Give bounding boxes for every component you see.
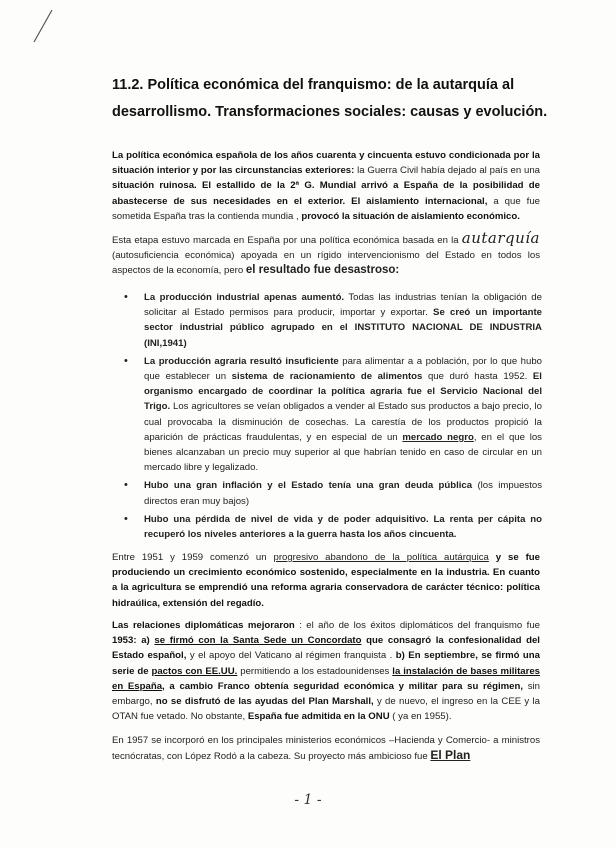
pen-mark-icon: [30, 8, 54, 48]
b2-bold-1: La producción agraria resultó insuficiente: [144, 355, 339, 367]
bullet-icon: •: [124, 291, 128, 303]
b2-text-1: para alimentar a a población, por lo que hubo que establecer un: [144, 355, 542, 383]
page-number: - 1 -: [294, 792, 322, 808]
title-line-2: desarrollismo. Transformaciones sociales: causas y evolución.: [112, 104, 548, 120]
b4-bold-1: Hubo una pérdida de nivel de vida y de poder adquisitivo.: [144, 513, 429, 525]
p5-bold-7: España fue admitida en la ONU: [247, 711, 390, 723]
p5-bold-6: no se disfrutó de las ayudas del Plan Marshall,: [155, 696, 374, 708]
b2-text-3: Los agricultores se veían obligados a vender al Estado sus productos a bajo precio, lo cual provocaba la disminución de cosechas. La carestía de los productos propició la aparición de prácticas fraudulentas, y en especial de un: [144, 401, 542, 443]
p5-text-2: y el apoyo del Vaticano al régimen franquista .: [186, 650, 396, 662]
p6-text-1: En 1957 se incorporó en los principales ministerios económicos –Hacienda y Comercio- a ministros tecnócratas, con López Rodó a la cabeza. Su proyecto más ambicioso fue: [112, 735, 540, 763]
p2-text-2: (autosuficiencia económica) apoyada en un rígido intervencionismo del Estado en todos los aspectos de la economía, pero: [112, 250, 540, 277]
p6-plan: El Plan: [430, 748, 471, 763]
b2-bold-3: El organismo encargado de coordinar la política agraria fue el Servicio Nacional del Trigo.: [144, 371, 542, 413]
p5-text-5: y de nuevo, el ingreso en la CEE y la OTAN fue vetado. No obstante,: [112, 696, 540, 723]
p2-autarquia-word: autarquía: [461, 229, 540, 247]
p5-bold-5: , a cambio Franco obtenía seguridad económica y militar para su régimen,: [162, 680, 524, 692]
p5-bold-1: Las relaciones diplomáticas mejoraron: [112, 620, 295, 631]
p5-underline-1: se firmó con la Santa Sede un Concordato: [154, 635, 362, 647]
p5-text-4: sin embargo,: [112, 680, 540, 708]
p1-bold-2: situación ruinosa.: [112, 180, 197, 192]
p5-bold-2: 1953: a): [112, 635, 155, 647]
p1-bold-3: El estallido de la 2ª G. Mundial arrivó a España de la posibilidad de abastecerse de sus necesidades en el exterior.: [112, 180, 540, 207]
p5-bold-4: b) En septiembre, se firmó una serie de: [112, 650, 540, 677]
list-item: [124, 512, 542, 542]
bullet-icon: •: [124, 354, 128, 367]
list-item: [124, 354, 542, 476]
bullet-icon: •: [124, 479, 128, 492]
bullet-icon: •: [124, 512, 128, 525]
list-item: [124, 478, 542, 508]
paragraph-autarquia: [112, 231, 540, 279]
p4-underline: progresivo abandono de la política autárquica: [273, 552, 489, 563]
b1-text-1: Todas las industrias tenían la obligación de solicitar al Estado permisos para producir, importar y exportar.: [144, 292, 542, 319]
p2-text-1: Esta etapa estuvo marcada en España por una política económica basada en la: [112, 235, 462, 246]
p4-text-1: Entre 1951 y 1959 comenzó un: [112, 552, 274, 563]
b3-text-1: (los impuestos directos eran muy bajos): [144, 480, 543, 507]
p1-text-2: a que fue sometida España tras la contienda mundia ,: [112, 195, 540, 222]
b3-bold-1: Hubo una gran inflación y el Estado tenía una gran deuda pública: [144, 480, 473, 492]
p1-bold-1: La política económica española de los años cuarenta y cincuenta estuvo condicionada por la situación interior y por las circunstancias exteriores:: [112, 150, 540, 177]
b2-bold-2: sistema de racionamiento de alimentos: [231, 371, 423, 383]
b1-bold-1: La producción industrial apenas aumentó.: [144, 292, 345, 303]
p1-text-1: la Guerra Civil había dejado al país en una: [354, 165, 541, 177]
p5-text-3: permitiendo a los estadounidenses: [237, 665, 393, 677]
paragraph-1951-1959: [112, 550, 540, 611]
b2-text-2: que duró hasta 1952.: [422, 371, 533, 383]
list-item: [124, 290, 542, 351]
p1-bold-5: provocó la situación de aislamiento económico.: [298, 210, 520, 222]
p5-underline-3: la instalación de bases militares en España: [112, 665, 541, 692]
p1-bold-4: El aislamiento internacional,: [345, 195, 488, 207]
consequences-list: [124, 290, 542, 545]
b2-text-4: , en el que los bienes alcanzaban un precio muy superior al que habrían tenido en caso de circular en un mercado libre y legalizado.: [144, 431, 542, 474]
p2-bold-result: el resultado fue desastroso:: [245, 264, 400, 277]
b2-bold-underline: mercado negro: [402, 431, 474, 443]
title-line-1: 11.2. Política económica del franquismo: de la autarquía al: [112, 77, 515, 93]
paragraph-context: [112, 148, 540, 224]
p5-bold-3: que consagró la confesionalidad del Estado español,: [112, 635, 540, 662]
p5-underline-2: pactos con EE.UU.: [151, 665, 238, 677]
p5-text-6: ( ya en 1955).: [389, 711, 452, 723]
b4-bold-2: La renta per cápita no recuperó los niveles anteriores a la guerra hasta los años cincuenta.: [144, 513, 542, 541]
paragraph-diplomacy: [112, 618, 540, 724]
b1-bold-2: Se creó un importante sector industrial público agrupado en el INSTITUTO NACIONAL DE INDUSTRIA (INI,1941): [144, 307, 542, 349]
page-title: [112, 72, 552, 126]
p4-bold: y se fue produciendo un crecimiento económico sostenido, especialmente en la industria. En cuanto a la agricultura se emprendió una reforma agraria conservadora de carácter técnico: política hidraúlica, extensión del regadío.: [112, 552, 540, 609]
p5-text-1: : el año de los éxitos diplomáticos del franquismo fue: [294, 620, 540, 631]
paragraph-1957: [112, 733, 540, 764]
